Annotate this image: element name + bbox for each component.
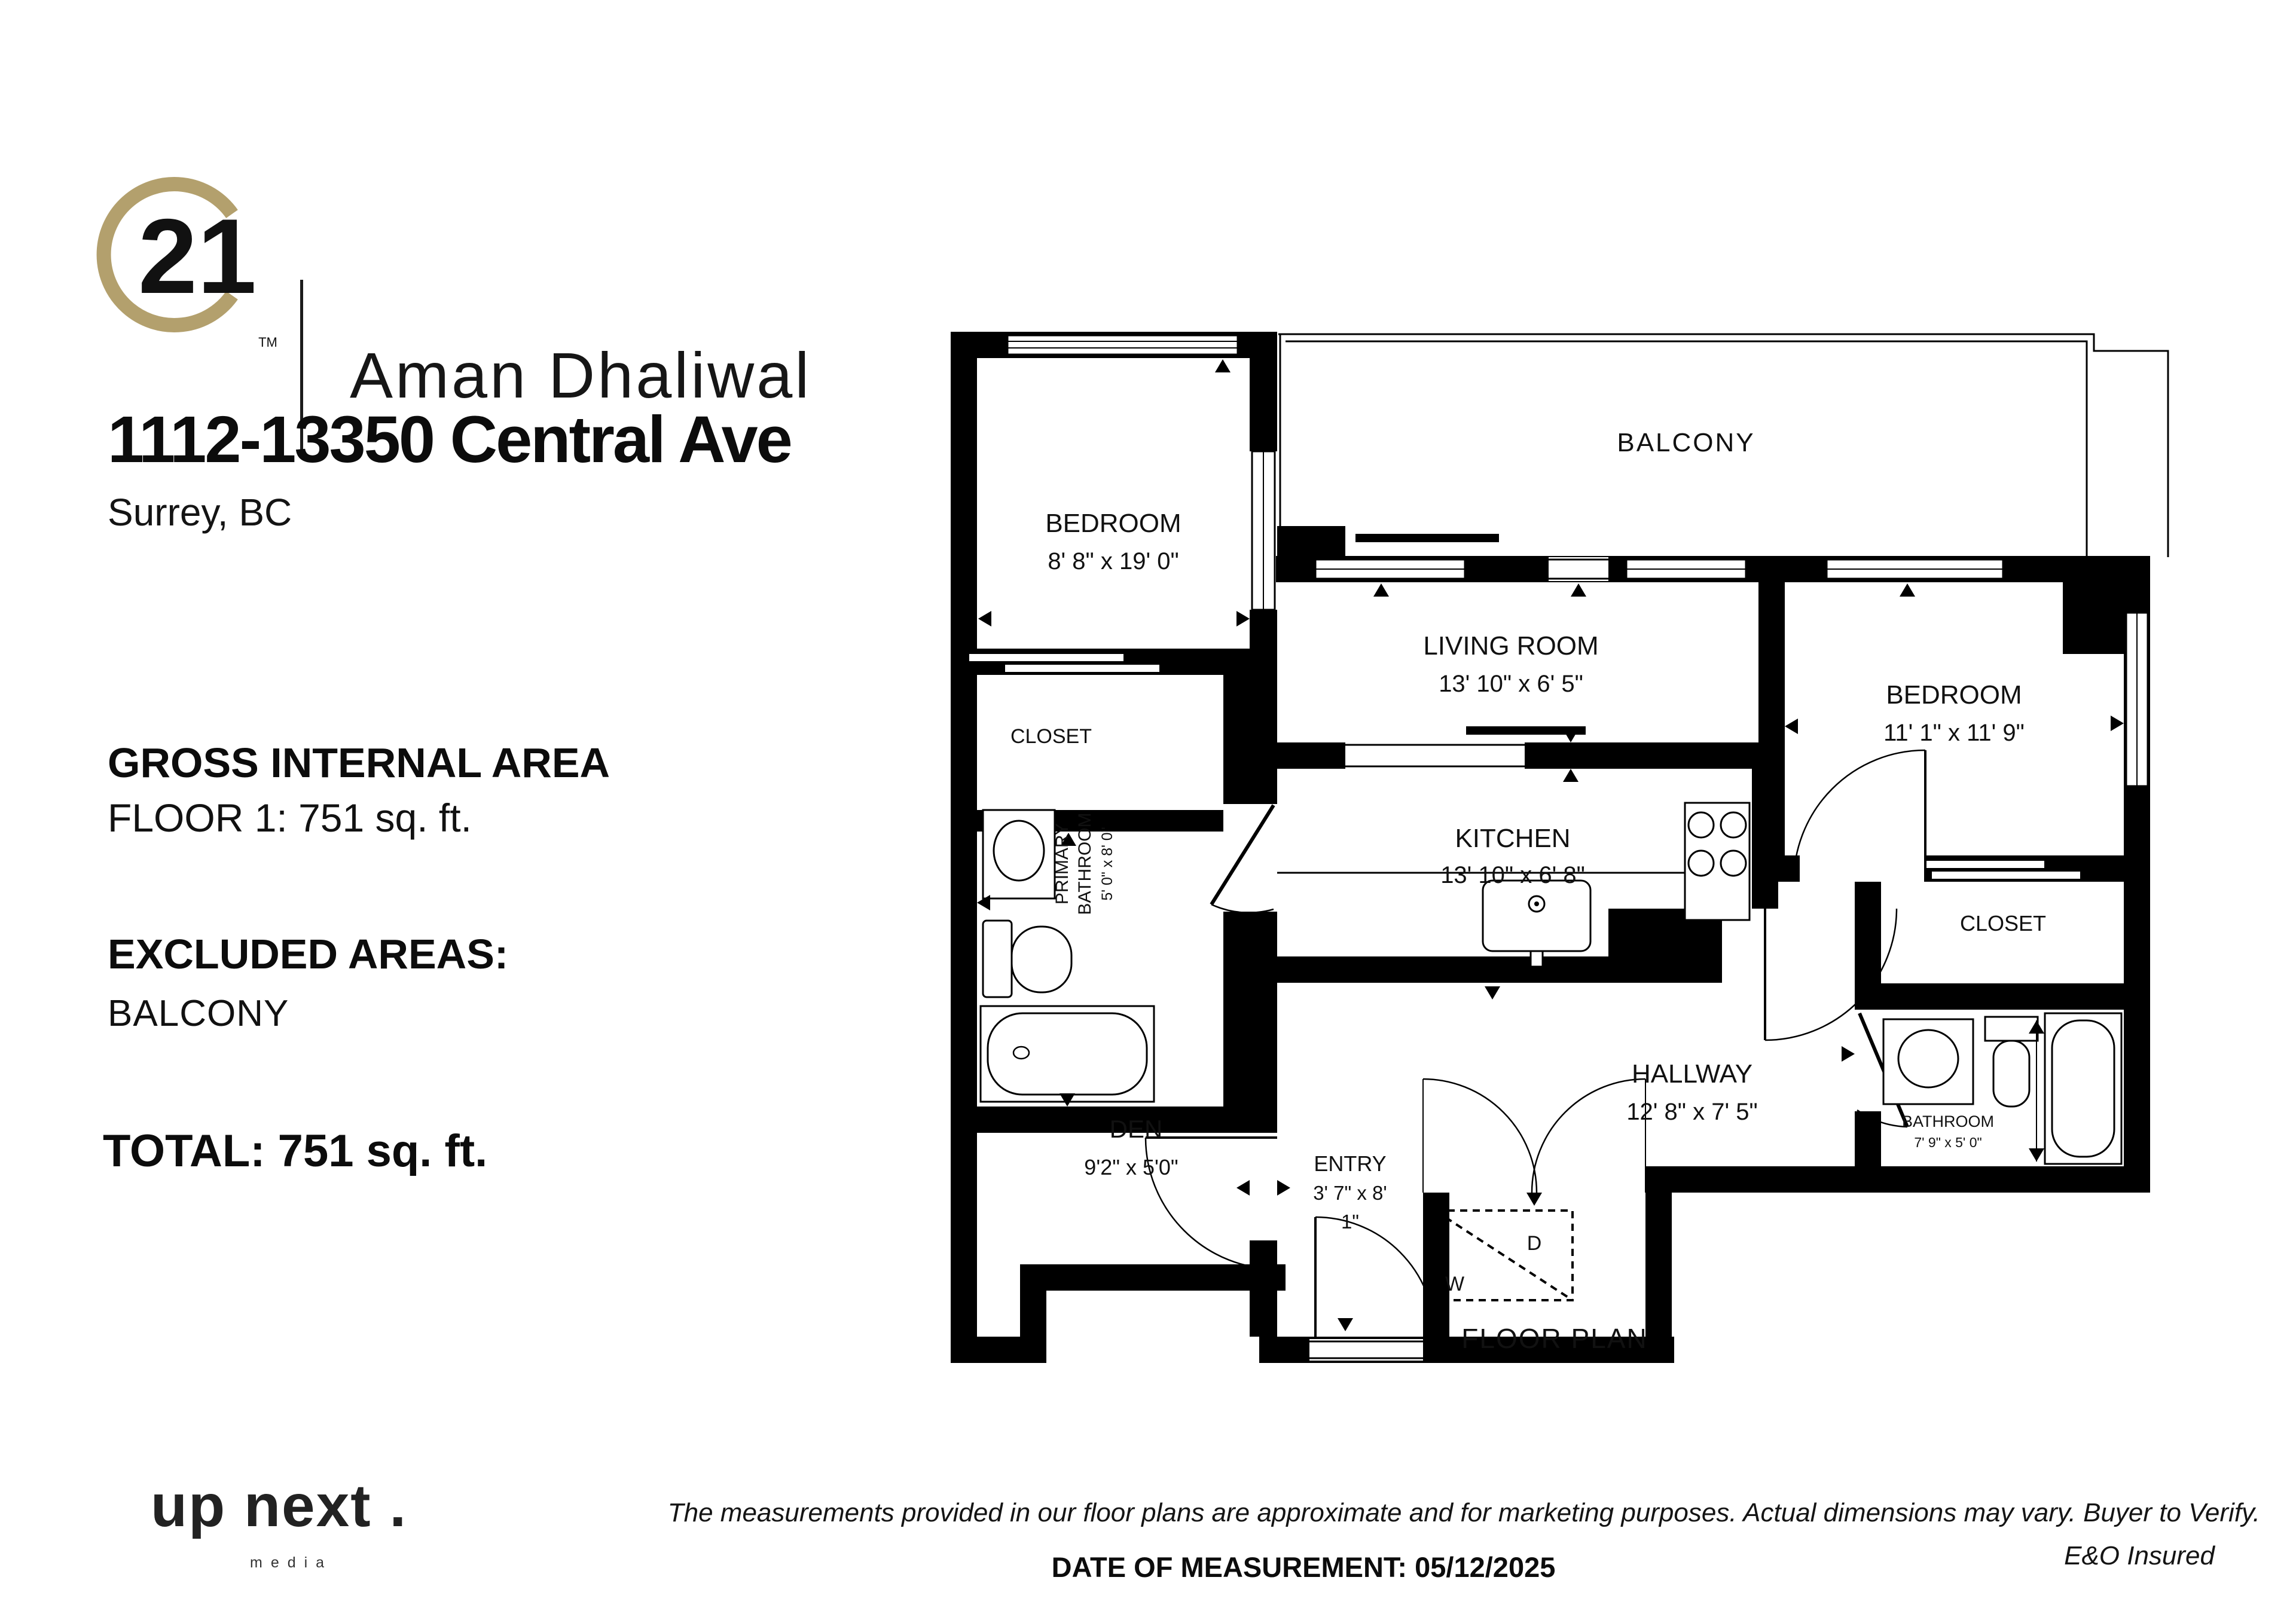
upnext-logo-sub: media [250, 1554, 333, 1571]
excluded-areas-title: EXCLUDED AREAS: [108, 931, 509, 977]
kitchen-sink-icon [1483, 881, 1590, 951]
room-label-bathroom: BATHROOM [1902, 1112, 1994, 1130]
room-label-kitchen: KITCHEN [1455, 824, 1571, 853]
room-label-bedroom-1: BEDROOM [1045, 509, 1181, 538]
room-dims-entry: 3' 7" x 8' [1313, 1182, 1387, 1204]
room-dims-hallway: 12' 8" x 7' 5" [1626, 1099, 1758, 1125]
gross-area-value: FLOOR 1: 751 sq. ft. [108, 796, 472, 840]
room-label-closet-1: CLOSET [1010, 725, 1092, 748]
listing-address: 1112-13350 Central Ave [108, 403, 791, 476]
listing-city: Surrey, BC [108, 491, 292, 534]
room-dims-bedroom-1: 8' 8" x 19' 0" [1048, 548, 1179, 574]
room-label-bedroom-2: BEDROOM [1886, 680, 2022, 710]
room-label-balcony: BALCONY [1617, 428, 1755, 457]
c21-trademark: TM [258, 335, 277, 350]
c21-number: 21 [138, 197, 257, 316]
toilet-icon [983, 921, 1012, 997]
dryer-label: D [1526, 1232, 1542, 1255]
room-label-primary-bathroom-2: BATHROOM [1075, 812, 1095, 915]
toilet-icon [1985, 1017, 2038, 1041]
washer-label: W [1445, 1273, 1465, 1295]
measurement-date: DATE OF MEASUREMENT: 05/12/2025 [1051, 1551, 1556, 1583]
floor-plan-drawing [951, 332, 2176, 1363]
plan-title: FLOOR PLAN [1461, 1323, 1648, 1354]
room-dims-entry-2: 1" [1341, 1211, 1360, 1233]
gross-area-title: GROSS INTERNAL AREA [108, 739, 610, 786]
agent-name: Aman Dhaliwal [350, 339, 812, 411]
room-label-living-room: LIVING ROOM [1423, 631, 1599, 661]
excluded-areas-value: BALCONY [108, 993, 289, 1034]
total-area: TOTAL: 751 sq. ft. [103, 1126, 488, 1176]
washer-dryer-icon [1435, 1211, 1573, 1300]
room-dims-living-room: 13' 10" x 6' 5" [1439, 671, 1583, 697]
insurance-note: E&O Insured [2064, 1541, 2215, 1570]
room-dims-primary-bathroom: 5' 0" x 8' 0" [1099, 827, 1116, 901]
room-label-entry: ENTRY [1314, 1151, 1387, 1176]
room-label-hallway: HALLWAY [1631, 1059, 1753, 1089]
room-label-primary-bathroom-1: PRIMARY [1052, 823, 1072, 905]
room-dims-bedroom-2: 11' 1" x 11' 9" [1883, 720, 2025, 746]
room-dims-bathroom: 7' 9" x 5' 0" [1914, 1135, 1982, 1150]
upnext-logo: up next . [151, 1472, 408, 1539]
century21-logo-icon [96, 154, 281, 363]
room-dims-kitchen: 13' 10" x 6' 8" [1440, 862, 1585, 888]
disclaimer-text: The measurements provided in our floor plans are approximate and for marketing purposes. Actual dimensions may vary. Buyer to Verify. [667, 1498, 2260, 1527]
room-label-closet-2: CLOSET [1959, 911, 2047, 936]
room-dims-den: 9'2" x 5'0" [1084, 1155, 1178, 1179]
room-label-den: DEN [1109, 1115, 1163, 1143]
